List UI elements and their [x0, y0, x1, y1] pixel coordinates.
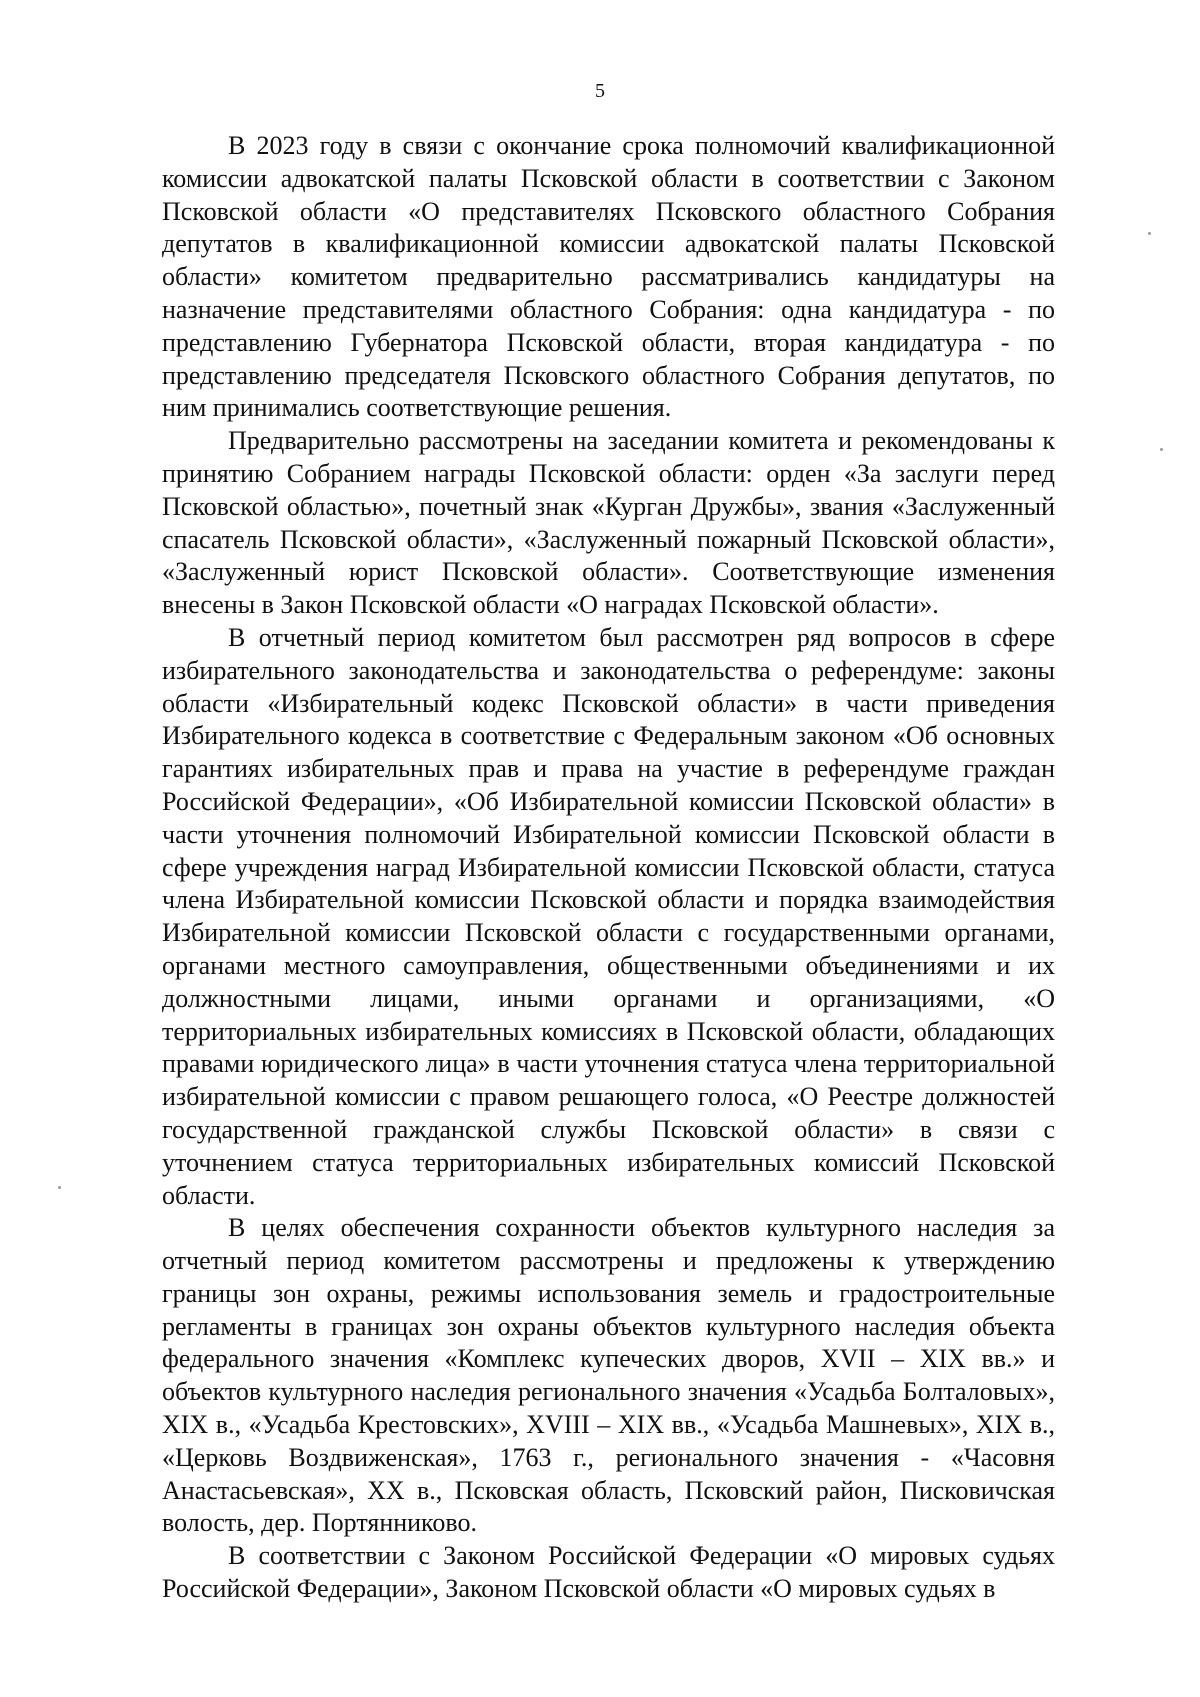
paragraph-cultural-heritage: В целях обеспечения сохранности объектов культурного наследия за отчетный период комитетом рассмотрены и предложены к утверждению границы зон охраны, режимы использования земель и градостроительные регламенты в границах зон охраны объектов культурного наследия объекта федерального значения «Комплекс купеческих дворов, XVII – XIX вв.» и объектов культурного наследия регионального значения «Усадьба Болталовых», XIX в., «Усадьба Крестовских», XVIII – XIX вв., «Усадьба Машневых», XIX в., «Церковь Воздвиженская», 1763 г., регионального значения - «Часовня Анастасьевская», XX в., Псковская область, Псковский район, Писковичская волость, дер. Портянниково.	[162, 1213, 1055, 1538]
paragraph-regional-awards: Предварительно рассмотрены на заседании комитета и рекомендованы к принятию Собранием награды Псковской области: орден «За заслуги перед Псковской областью», почетный знак «Курган Дружбы», звания «Заслуженный спасатель Псковской области», «Заслуженный пожарный Псковской области», «Заслуженный юрист Псковской области». Соответствующие изменения внесены в Закон Псковской области «О наградах Псковской области».	[162, 426, 1055, 620]
page-number: 5	[595, 80, 605, 102]
paragraph-qualification-commission: В 2023 году в связи с окончание срока полномочий квалификационной комиссии адвокатской палаты Псковской области в соответствии с Законом Псковской области «О представителях Псковского областного Собрания депутатов в квалификационной комиссии адвокатской палаты Псковской области» комитетом предварительно рассматривались кандидатуры на назначение представителями областного Собрания: одна кандидатура - по представлению Губернатора Псковской области, вторая кандидатура - по представлению председателя Псковского областного Собрания депутатов, по ним принимались соответствующие решения.	[162, 131, 1055, 423]
scan-speck	[1160, 448, 1163, 451]
document-body	[162, 130, 1055, 1606]
scan-speck	[58, 1186, 61, 1189]
paragraph-electoral-legislation: В отчетный период комитетом был рассмотрен ряд вопросов в сфере избирательного законодательства и законодательства о референдуме: законы области «Избирательный кодекс Псковской области» в части приведения Избирательного кодекса в соответствие с Федеральным законом «Об основных гарантиях избирательных прав и права на участие в референдуме граждан Российской Федерации», «Об Избирательной комиссии Псковской области» в части уточнения полномочий Избирательной комиссии Псковской области в сфере учреждения наград Избирательной комиссии Псковской области, статуса члена Избирательной комиссии Псковской области и порядка взаимодействия Избирательной комиссии Псковской области с государственными органами, органами местного самоуправления, общественными объединениями и их должностными лицами, иными органами и организациями, «О территориальных избирательных комиссиях в Псковской области, обладающих правами юридического лица» в части уточнения статуса члена территориальной избирательной комиссии с правом решающего голоса, «О Реестре должностей государственной гражданской службы Псковской области» в связи с уточнением статуса территориальных избирательных комиссий Псковской области.	[162, 622, 1055, 1210]
scan-speck	[1148, 232, 1151, 235]
paragraph-justices-of-peace: В соответствии с Законом Российской Федерации «О мировых судьях Российской Федерации», Законом Псковской области «О мировых судьях в	[162, 1541, 1055, 1604]
